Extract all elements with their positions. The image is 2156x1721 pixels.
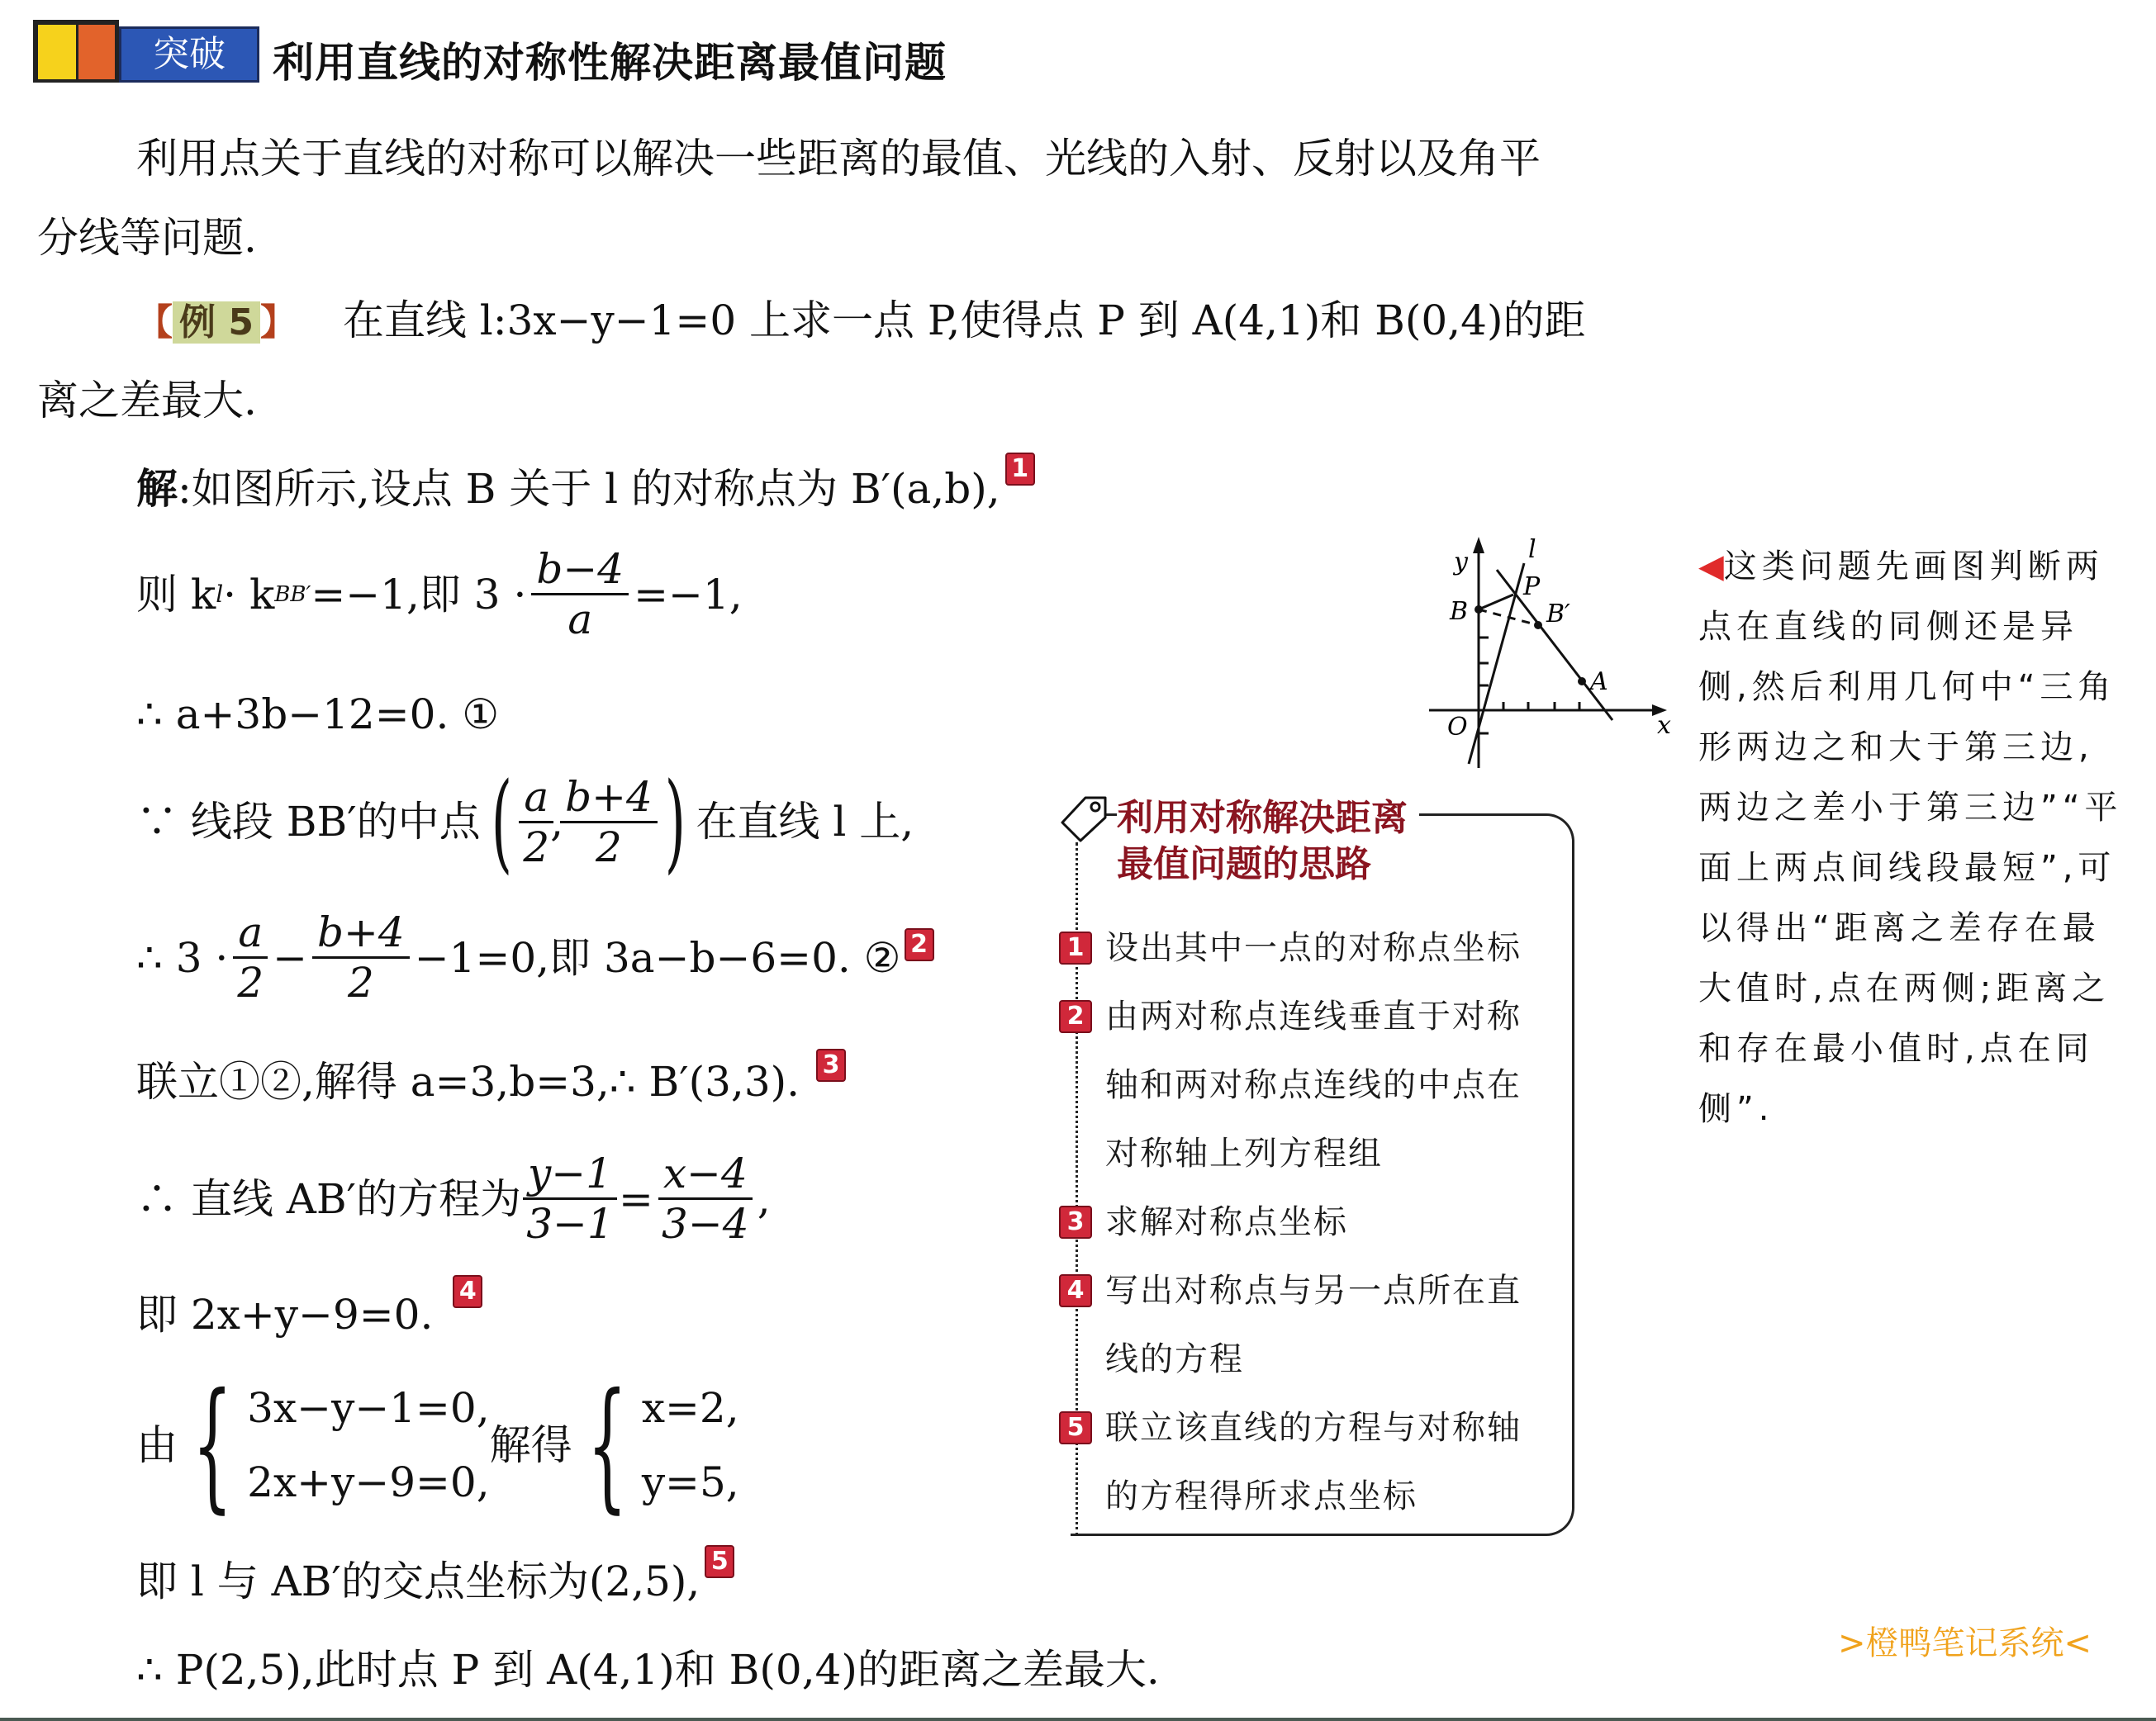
solution-line-3: ∴ a+3b−12=0. ①	[136, 690, 500, 738]
svg-text:x: x	[1657, 711, 1671, 740]
solution-line-10: 即 l 与 AB′的交点坐标为(2,5), 5	[136, 1557, 734, 1606]
side-note	[1698, 537, 2128, 1140]
svg-text:l: l	[1528, 535, 1536, 564]
step-item: 4 写出对称点与另一点所在直线的方程	[1059, 1257, 1571, 1394]
solution-line-4: ∵ 线段 BB′的中点 ( $\frac{a}{2}$ , $\frac{b+4}{2}$ ) 在直线 l 上,	[136, 759, 914, 884]
watermark: >橙鸭笔记系统<	[1838, 1624, 2092, 1662]
example-line-1	[136, 296, 1585, 348]
svg-text:P: P	[1523, 572, 1541, 601]
example-line-2: 离之差最大.	[37, 377, 257, 424]
bottom-edge	[0, 1718, 2156, 1721]
right-paren: )	[664, 759, 686, 884]
example-badge: 【 例 5 】	[136, 301, 297, 344]
step-number-badge: 1	[1059, 932, 1092, 965]
step-number-badge: 4	[1059, 1274, 1092, 1307]
solution-line-11: ∴ P(2,5),此时点 P 到 A(4,1)和 B(0,4)的距离之差最大.	[136, 1646, 1160, 1694]
step-number-badge: 5	[1059, 1411, 1092, 1444]
step-item: 3 求解对称点坐标	[1059, 1188, 1571, 1257]
step-item: 1 设出其中一点的对称点坐标	[1059, 914, 1571, 983]
svg-text:O: O	[1447, 713, 1468, 742]
left-paren: (	[491, 759, 512, 884]
equation-system-2: { x=2, y=5,	[586, 1363, 739, 1527]
step-mark-2: 2	[905, 928, 934, 961]
tag-icon	[1059, 794, 1109, 844]
fraction: $\frac{b-4}{a}$	[531, 545, 629, 643]
svg-text:B: B	[1450, 597, 1469, 626]
pointer-triangle-icon: ◀	[1698, 548, 1724, 586]
book-icon	[33, 20, 119, 83]
solution-line-9: 由 { 3x−y−1=0, 2x+y−9=0, 解得 { x=2, y=5,	[136, 1363, 739, 1527]
intro-line-1: 利用点关于直线的对称可以解决一些距离的最值、光线的入射、反射以及角平	[136, 135, 1541, 183]
svg-text:y: y	[1454, 548, 1468, 576]
step-mark-5: 5	[705, 1545, 734, 1578]
side-note-text: 这类问题先画图判断两点在直线的同侧还是异侧,然后利用几何中“三角形两边之和大于第三边,两边之差小于第三边”“平面上两点间线段最短”,可以得出“距离之差存在最大值时,点在两侧;距离之和存在最小值时,点在同侧”.	[1698, 548, 2123, 1128]
step-item: 2 由两对称点连线垂直于对称轴和两对称点连线的中点在对称轴上列方程组	[1059, 983, 1571, 1188]
step-mark-3: 3	[816, 1049, 846, 1082]
callout-title: 利用对称解决距离 最值问题的思路	[1117, 795, 1419, 888]
solution-line-6: 联立①②,解得 a=3,b=3,∴ B′(3,3). 3	[136, 1057, 846, 1107]
section-title: 利用直线的对称性解决距离最值问题	[273, 39, 947, 87]
step-mark-4: 4	[453, 1275, 482, 1308]
step-item: 5 联立该直线的方程与对称轴的方程得所求点坐标	[1059, 1394, 1571, 1531]
equation-system-1: { 3x−y−1=0, 2x+y−9=0,	[192, 1363, 490, 1527]
step-number-badge: 3	[1059, 1206, 1092, 1239]
solution-label: 解	[136, 464, 178, 513]
solution-line-1: 解:如图所示,设点 B 关于 l 的对称点为 B′(a,b), 1	[136, 464, 1035, 514]
step-mark-1: 1	[1005, 453, 1035, 486]
section-tag: 突破	[119, 26, 259, 83]
solution-line-2: 则 k l · k BB′ =−1,即 3 · $\frac{b-4}{a}$ =−1,	[136, 545, 743, 643]
solution-line-8: 即 2x+y−9=0. 4	[136, 1290, 482, 1339]
svg-text:B′: B′	[1546, 600, 1570, 628]
callout-steps	[1059, 914, 1571, 1531]
solution-line-5: ∴ 3 · $\frac{a}{2}$ − $\frac{b+4}{2}$ −1=0,即 3a−b−6=0. ② 2	[136, 908, 934, 1007]
example-text-1: 在直线 l:3x−y−1=0 上求一点 P,使得点 P 到 A(4,1)和 B(0,4)的距	[342, 296, 1586, 344]
step-number-badge: 2	[1059, 1000, 1092, 1033]
svg-text:A: A	[1590, 667, 1608, 696]
coordinate-diagram	[1413, 529, 1685, 768]
solution-line-7: ∴ 直线 AB′的方程为 $\frac{y-1}{3-1}$ = $\frac{x-4}{3-4}$ ,	[136, 1150, 771, 1248]
intro-line-2: 分线等问题.	[37, 214, 257, 262]
